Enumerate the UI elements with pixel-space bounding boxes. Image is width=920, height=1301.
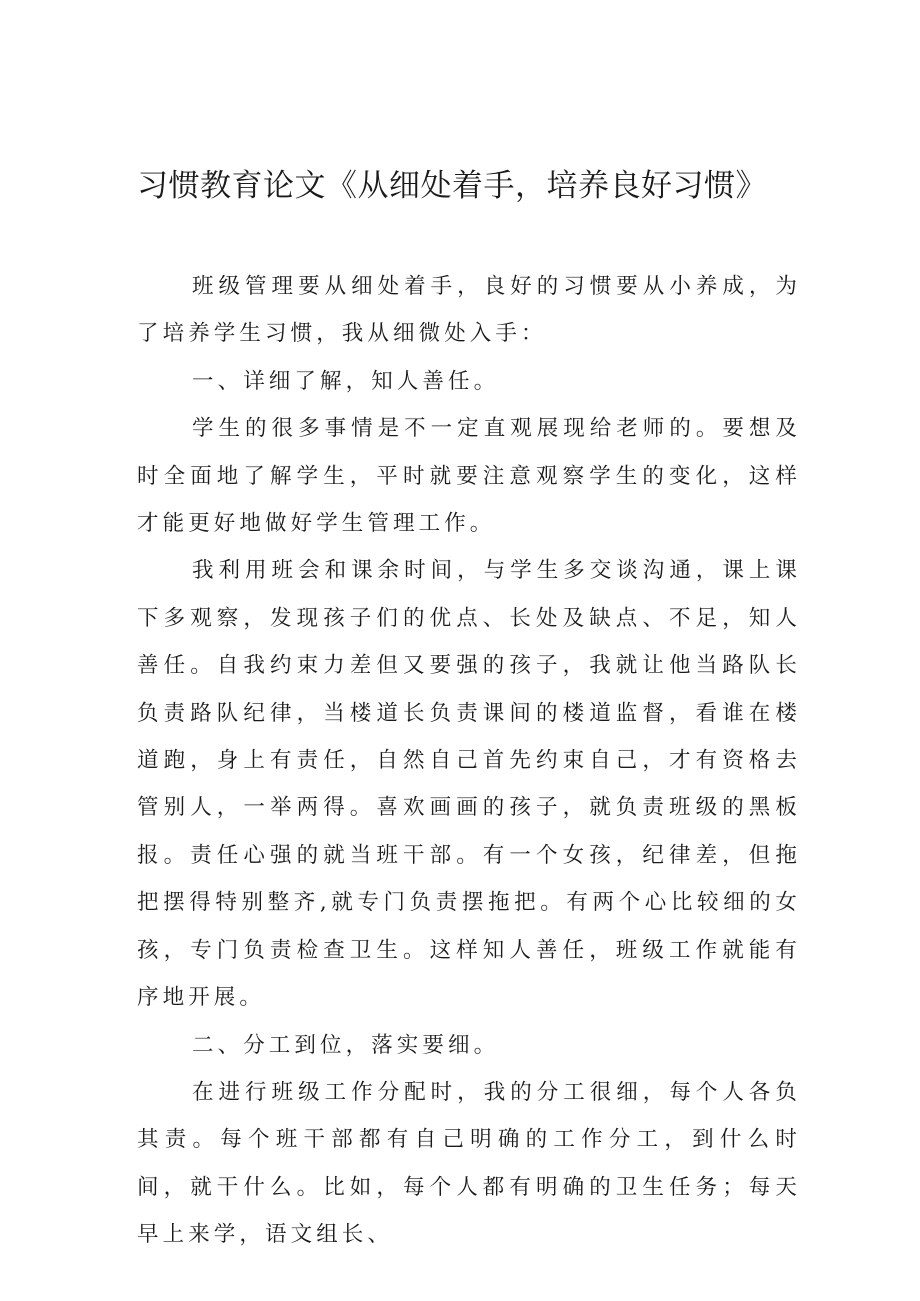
section-heading-1: 一、详细了解，知人善任。 (192, 368, 500, 394)
section-heading-2: 二、分工到位，落实要细。 (192, 1032, 500, 1058)
paragraph-division: 在进行班级工作分配时，我的分工很细，每个人各负其责。每个班干部都有自己明确的工作分工，到什么时间，就干什么。比如，每个人都有明确的卫生任务；每天早上来学，语文组长、 (137, 1079, 801, 1248)
document-title: 习惯教育论文《从细处着手，培养良好习惯》 (137, 168, 767, 204)
paragraph-intro: 班级管理要从细处着手，良好的习惯要从小养成，为了培养学生习惯，我从细微处入手： (137, 274, 801, 347)
paragraph-observe: 学生的很多事情是不一定直观展现给老师的。要想及时全面地了解学生，平时就要注意观察学生的变化，这样才能更好地做好学生管理工作。 (137, 416, 801, 537)
document-body (137, 263, 801, 1259)
paragraph-roles: 我利用班会和课余时间，与学生多交谈沟通，课上课下多观察，发现孩子们的优点、长处及缺点、不足，知人善任。自我约束力差但又要强的孩子，我就让他当路队长负责路队纪律，当楼道长负责课间的楼道监督，看谁在楼道跑，身上有责任，自然自己首先约束自己，才有资格去管别人，一举两得。喜欢画画的孩子，就负责班级的黑板报。责任心强的就当班干部。有一个女孩，纪律差，但拖把摆得特别整齐,就专门负责摆拖把。有两个心比较细的女孩，专门负责检查卫生。这样知人善任，班级工作就能有序地开展。 (137, 558, 801, 1011)
